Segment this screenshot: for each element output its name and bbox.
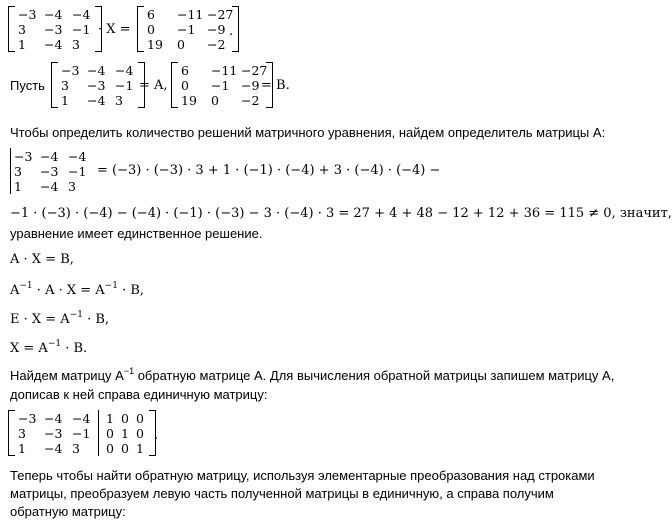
matrix-cell: 3 [68, 179, 76, 194]
let-eq-b: = B. [261, 78, 290, 93]
matrix-cell: 0 [106, 441, 114, 456]
matrix-row [18, 426, 92, 441]
determinant-conclusion: уравнение имеет единственное решение. [10, 226, 263, 241]
matrix-cell: 3 [14, 164, 22, 179]
matrix-row [18, 7, 92, 22]
matrix-cell: −4 [44, 411, 63, 426]
matrix-row [61, 78, 135, 93]
matrix-row [18, 37, 92, 52]
matrix-row [18, 441, 92, 456]
matrix-cell: 1 [18, 37, 26, 52]
matrix-cell: −3 [40, 164, 59, 179]
matrix-row [14, 179, 88, 194]
let-word: Пусть [10, 78, 45, 93]
matrix-cell: 19 [181, 93, 197, 108]
paragraph-transform-line2: матрицы, преобразуем левую часть полученной матрицы в единичную, а справа получим [10, 486, 554, 501]
matrix-row [181, 78, 263, 93]
matrix-cell: 0 [147, 22, 155, 37]
matrix-cell: 1 [61, 93, 69, 108]
matrix-cell: −4 [87, 63, 106, 78]
matrix-cell: 3 [72, 441, 80, 456]
matrix-cell: 19 [147, 37, 163, 52]
matrix-cell: 6 [181, 63, 189, 78]
matrix-cell: 3 [115, 93, 123, 108]
paragraph-transform-line3: обратную матрицу: [10, 504, 126, 519]
matrix-row [14, 164, 88, 179]
matrix-cell: −4 [44, 441, 63, 456]
matrix-cell: 0 [121, 411, 129, 426]
matrix-cell: 0 [136, 411, 144, 426]
eq1-mul-x: · X = [98, 22, 131, 37]
matrix-b-eq1 [137, 6, 239, 52]
matrix-cell: −1 [115, 78, 134, 93]
matrix-cell: 1 [106, 411, 114, 426]
matrix-cell: 0 [177, 37, 185, 52]
matrix-cell: 0 [106, 426, 114, 441]
matrix-row [147, 37, 229, 52]
matrix-cell: −4 [87, 93, 106, 108]
eq1-period: . [229, 24, 234, 39]
matrix-cell: 0 [211, 93, 219, 108]
matrix-row [181, 63, 268, 78]
matrix-cell: −4 [44, 7, 63, 22]
paragraph-inverse-intro-line2: дописав к ней справа единичную матрицу: [10, 387, 268, 402]
matrix-cell: −9 [207, 22, 226, 37]
matrix-cell: −1 [211, 78, 230, 93]
matrix-cell: 3 [72, 37, 80, 52]
matrix-cell: −4 [40, 179, 59, 194]
matrix-cell: −4 [72, 411, 91, 426]
matrix-row [61, 93, 135, 108]
matrix-cell: 3 [18, 426, 26, 441]
matrix-b-let [171, 62, 273, 108]
matrix-row [106, 411, 146, 426]
let-eq-a: = A, [139, 78, 168, 93]
matrix-cell: −3 [18, 7, 37, 22]
matrix-a-eq1 [8, 6, 102, 52]
matrix-cell: −27 [207, 7, 234, 22]
matrix-cell: 1 [14, 179, 22, 194]
matrix-cell: −1 [72, 426, 91, 441]
equation-solution: $X = A^{-1} \cdot B$. [10, 338, 88, 356]
matrix-row [147, 22, 229, 37]
equation-identity: $E \cdot X = A^{-1} \cdot B$, [10, 309, 110, 327]
matrix-cell: −4 [68, 149, 87, 164]
matrix-cell: −3 [18, 411, 37, 426]
augmented-matrix [8, 410, 159, 456]
determinant-line-2: −1 · (−3) · (−4) − (−4) · (−1) · (−3) − 3 · (−4) · 3 = 27 + 4 + 48 − 12 + 12 + 36 = 115 ≠ 0, значит, [10, 206, 672, 221]
paragraph-transform-line1: Теперь чтобы найти обратную матрицу, используя элементарные преобразования над строками [10, 468, 595, 483]
matrix-cell: −27 [241, 63, 268, 78]
matrix-cell: −3 [87, 78, 106, 93]
augmented-period: . [154, 428, 159, 443]
equation-inverse-both-sides: $A^{-1} \cdot A \cdot X = A^{-1} \cdot B$, [10, 280, 145, 298]
matrix-row [14, 149, 88, 164]
matrix-cell: −1 [72, 22, 91, 37]
matrix-cell: 3 [61, 78, 69, 93]
matrix-cell: −11 [211, 63, 238, 78]
matrix-cell: 1 [18, 441, 26, 456]
matrix-row [18, 411, 92, 426]
matrix-a-let [51, 62, 145, 108]
matrix-row [181, 93, 263, 108]
matrix-cell: −4 [44, 37, 63, 52]
matrix-cell: −1 [68, 164, 87, 179]
matrix-cell: −4 [40, 149, 59, 164]
matrix-cell: 1 [136, 441, 144, 456]
determinant-a [10, 148, 91, 194]
matrix-row [106, 441, 146, 456]
matrix-row [106, 426, 146, 441]
matrix-cell: −2 [241, 93, 260, 108]
matrix-row [61, 63, 135, 78]
matrix-cell: 6 [147, 7, 155, 22]
matrix-cell: 1 [121, 426, 129, 441]
matrix-row [18, 22, 92, 37]
paragraph-inverse-intro: Найдем матрицу $A^{-1}$ обратную матрице A. Для вычисления обратной матрицы запишем матрицу A, [10, 365, 615, 383]
matrix-cell: −4 [72, 7, 91, 22]
matrix-cell: −3 [44, 426, 63, 441]
determinant-line-1: = (−3) · (−3) · 3 + 1 · (−1) · (−4) + 3 · (−4) · (−4) − [97, 163, 441, 178]
matrix-cell: −11 [177, 7, 204, 22]
matrix-cell: −1 [177, 22, 196, 37]
matrix-cell: −4 [115, 63, 134, 78]
equation-ax-b: A · X = B, [10, 252, 74, 267]
matrix-cell: −2 [207, 37, 226, 52]
matrix-cell: −3 [61, 63, 80, 78]
matrix-cell: 0 [181, 78, 189, 93]
matrix-cell: 3 [18, 22, 26, 37]
paragraph-determinant-intro: Чтобы определить количество решений матричного уравнения, найдем определитель матрицы A: [10, 125, 606, 140]
matrix-cell: 0 [121, 441, 129, 456]
matrix-cell: −3 [14, 149, 33, 164]
matrix-cell: −3 [44, 22, 63, 37]
matrix-cell: −9 [241, 78, 260, 93]
matrix-cell: 0 [136, 426, 144, 441]
matrix-row [147, 7, 234, 22]
